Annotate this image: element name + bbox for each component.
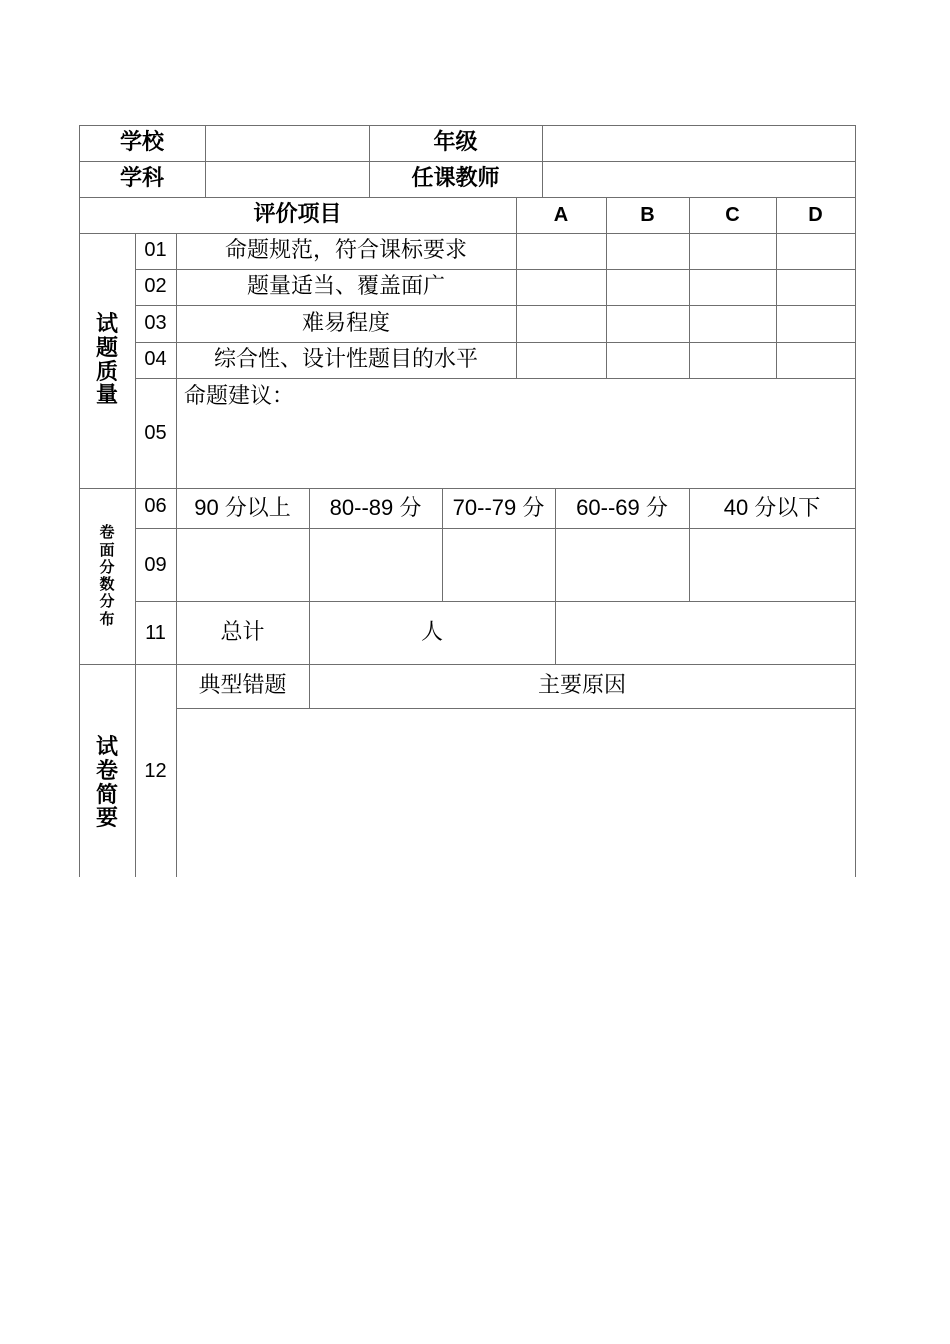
teacher-label: 任课教师	[411, 166, 500, 191]
row-no: 09	[144, 553, 167, 576]
item-header: 评价项目	[253, 202, 342, 227]
rating-cell[interactable]	[517, 234, 605, 268]
distribution-section-label	[79, 488, 135, 664]
item-no: 04	[144, 348, 167, 370]
count-cell[interactable]	[177, 529, 308, 600]
row-line	[135, 378, 856, 379]
item-no: 02	[144, 275, 167, 297]
rating-cell[interactable]	[517, 343, 605, 377]
rating-cell[interactable]	[517, 306, 605, 341]
rating-cell[interactable]	[517, 270, 605, 304]
level-b-header: B	[640, 204, 655, 226]
item-no: 01	[144, 239, 167, 261]
range-label: 40 分以下	[723, 495, 821, 520]
total-extra-cell[interactable]	[556, 602, 854, 663]
rating-cell[interactable]	[690, 306, 775, 341]
school-field[interactable]	[206, 125, 369, 161]
teacher-field[interactable]	[543, 161, 855, 197]
count-cell[interactable]	[690, 529, 854, 600]
row-no: 12	[144, 759, 167, 782]
count-cell[interactable]	[310, 529, 441, 600]
typical-errors-label: 典型错题	[198, 673, 287, 698]
suggestion-label: 命题建议：	[184, 384, 295, 409]
level-c-header: C	[725, 204, 740, 226]
level-d-header: D	[808, 204, 823, 226]
range-label: 70--79 分	[452, 495, 545, 520]
rating-cell[interactable]	[690, 270, 775, 304]
rating-cell[interactable]	[607, 306, 688, 341]
rating-cell[interactable]	[777, 306, 854, 341]
suggestion-field[interactable]	[177, 414, 854, 486]
item-no: 03	[144, 311, 167, 334]
school-label: 学校	[119, 130, 164, 155]
item-text: 命题规范，符合课标要求	[224, 238, 467, 263]
summary-section-label	[79, 664, 135, 877]
subject-field[interactable]	[206, 161, 369, 197]
row-no: 06	[144, 495, 167, 517]
summary-field[interactable]	[177, 709, 854, 877]
rating-cell[interactable]	[777, 270, 854, 304]
quality-section-label	[79, 233, 135, 488]
count-cell[interactable]	[556, 529, 688, 600]
item-no: 05	[144, 422, 167, 444]
range-label: 80--89 分	[329, 495, 422, 520]
rating-cell[interactable]	[607, 234, 688, 268]
row-no: 11	[145, 621, 166, 644]
rating-cell[interactable]	[607, 343, 688, 377]
total-label: 总计	[220, 619, 265, 645]
summary-section-text: 试卷简要	[96, 735, 119, 832]
total-unit: 人	[420, 619, 443, 645]
rating-cell[interactable]	[690, 343, 775, 377]
rating-cell[interactable]	[690, 234, 775, 268]
item-text: 综合性、设计性题目的水平	[213, 347, 478, 372]
item-text: 题量适当、覆盖面广	[246, 274, 445, 299]
range-label: 60--69 分	[576, 495, 668, 520]
subject-label: 学科	[119, 166, 164, 191]
border-right	[855, 125, 856, 877]
grade-field[interactable]	[543, 125, 855, 161]
item-text: 难易程度	[301, 310, 390, 336]
range-label: 90 分以上	[194, 495, 291, 520]
grade-label: 年级	[433, 130, 478, 155]
main-reasons-label: 主要原因	[537, 673, 626, 698]
rating-cell[interactable]	[777, 343, 854, 377]
count-cell[interactable]	[443, 529, 554, 600]
level-a-header: A	[553, 204, 569, 226]
distribution-section-text: 卷面分数分布	[99, 523, 115, 628]
rating-cell[interactable]	[607, 270, 688, 304]
rating-cell[interactable]	[777, 234, 854, 268]
quality-section-text: 试题质量	[96, 312, 119, 409]
